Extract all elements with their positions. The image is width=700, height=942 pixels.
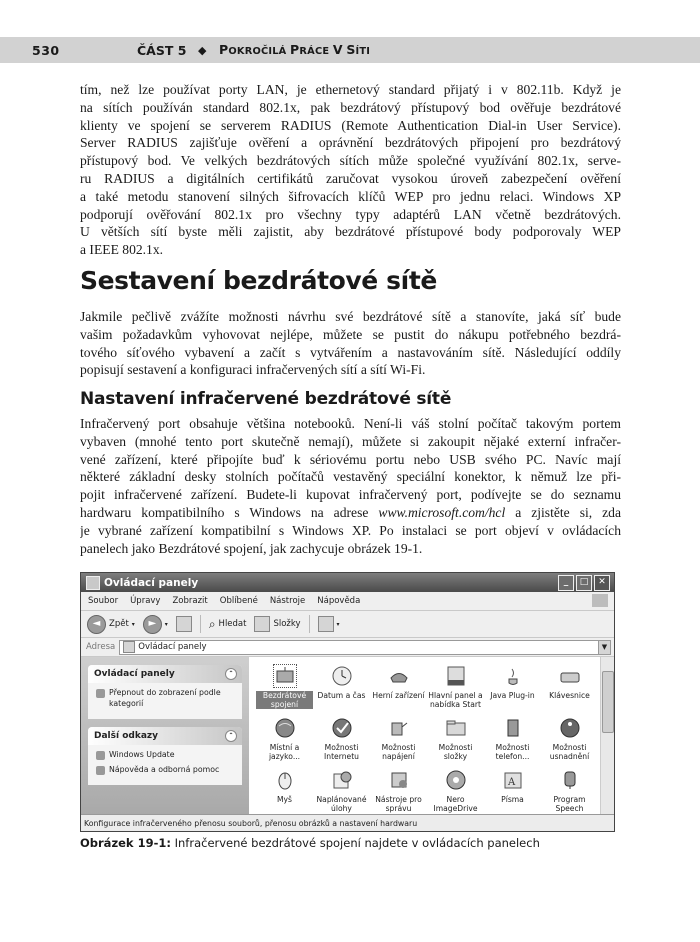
status-text: Konfigurace infračerveného přenosu souborů, přenosu obrázků a nastavení hardwaru: [84, 818, 418, 828]
text-line: a také metodu stanovení silných šifrovacích klíčů WEP pro jednu relaci. Windows XP: [80, 188, 621, 204]
other-links-panel: [88, 727, 242, 785]
part-label: ČÁST 5: [137, 42, 187, 58]
windows-flag-icon: [592, 594, 608, 607]
globe-icon: [274, 717, 296, 739]
switch-view-link[interactable]: [96, 688, 236, 709]
task-pane: [81, 657, 249, 814]
minimize-button[interactable]: _: [558, 575, 574, 591]
paragraph-1: [80, 81, 621, 259]
control-panel-item[interactable]: [484, 714, 541, 766]
toolbar-separator: [309, 615, 310, 633]
item-label: Bezdrátové spojení: [256, 691, 313, 709]
item-label: Java Plug-in: [490, 691, 535, 700]
menu-nastroje[interactable]: Nástroje: [269, 596, 306, 606]
control-panel-item[interactable]: [484, 766, 541, 818]
power-icon: [388, 717, 410, 739]
hcl-link[interactable]: www.microsoft.com/hcl: [378, 504, 506, 520]
menu-upravy[interactable]: Úpravy: [130, 596, 161, 606]
panel-header[interactable]: [88, 665, 242, 683]
address-bar: [81, 638, 614, 657]
item-label: Hlavní panel a nabídka Start: [428, 691, 483, 709]
text-line: je vybrané zařízení kompatibilní s Windows XP. Po instalaci se port objeví v ovládacích: [80, 522, 621, 538]
text-line: podporují ověřování 802.1x pro všechny typy adaptérů LAN včetně bezdrátových.: [80, 206, 621, 222]
text-line: vašim požadavkům vyhovovat nejlépe, můžete se pustit do nákupu potřebného bezdrá-: [80, 326, 621, 342]
control-panel-item[interactable]: [313, 714, 370, 766]
help-link[interactable]: [96, 765, 236, 776]
subsection-title: Nastavení infračervené bezdrátové sítě: [80, 389, 452, 409]
search-button[interactable]: [209, 617, 247, 632]
section-title: Sestavení bezdrátové sítě: [80, 266, 437, 295]
keyboard-icon: [559, 665, 581, 687]
address-label: Adresa: [86, 642, 116, 652]
control-panel-small-icon: [123, 641, 135, 653]
control-panel-item[interactable]: [370, 714, 427, 766]
item-label: Klávesnice: [549, 691, 590, 700]
speech-icon: [559, 769, 581, 791]
item-label: Nástroje pro správu: [375, 795, 422, 813]
item-label: Možnosti telefon...: [495, 743, 530, 761]
control-panel-item[interactable]: [256, 662, 313, 714]
icon-view: [249, 657, 614, 814]
control-panel-items: [249, 657, 614, 818]
forward-button[interactable]: ► ▾: [143, 615, 168, 634]
text-line: ru RADIUS a digitálních certifikátů zaručovat vysokou úroveň zabezpečení ověření: [80, 170, 621, 186]
menu-soubor[interactable]: Soubor: [88, 596, 119, 606]
scrollbar-thumb[interactable]: [602, 671, 614, 733]
fonts-icon: [502, 769, 524, 791]
gamepad-icon: [388, 665, 410, 687]
caption-label: Obrázek 19-1:: [80, 836, 171, 850]
item-label: Možnosti složky: [438, 743, 473, 761]
text-line: na sítích používán standard 802.1x, pak bezdrátový přístupový bod ověřuje bezdrátové: [80, 99, 621, 115]
paragraph-2: [80, 308, 621, 379]
search-label: Hledat: [218, 619, 247, 629]
paragraph-3: [80, 415, 621, 557]
collapse-icon[interactable]: ⌃: [225, 730, 237, 742]
chevron-down-icon[interactable]: ▼: [598, 641, 610, 654]
mouse-icon: [274, 769, 296, 791]
views-icon: [318, 616, 334, 632]
chapter-title-text: POKROČILÁ PRÁCE V SÍTI: [219, 42, 371, 57]
text-line: klienty ve spojení se serverem RADIUS (Remote Authentication Dial-in User Service).: [80, 117, 621, 133]
window-titlebar: [81, 573, 614, 592]
item-label: Program Speech: [553, 795, 586, 813]
panel-title: Ovládací panely: [94, 669, 175, 679]
close-button[interactable]: ✕: [594, 575, 610, 591]
item-label: Možnosti usnadnění: [549, 743, 590, 761]
text-line: tím, než lze používat porty LAN, je ethernetový standard přijatý i v 802.11b. Když je: [80, 82, 621, 97]
running-header: [0, 37, 700, 63]
text-line: pojit infračervené zařízení. Budete-li kupovat infračervený port, podívejte se do seznamu: [80, 487, 621, 503]
menu-zobrazit[interactable]: Zobrazit: [172, 596, 208, 606]
control-panel-item[interactable]: [427, 662, 484, 714]
forward-arrow-icon: ►: [143, 615, 162, 634]
up-button[interactable]: [176, 616, 192, 632]
control-panel-item[interactable]: [427, 766, 484, 818]
control-panel-item[interactable]: [427, 714, 484, 766]
text-line: vené zařízení, které připojíte buď k sériovému portu nebo USB svého PC. Navíc mají: [80, 451, 621, 467]
folders-label: Složky: [273, 619, 301, 629]
control-panel-item[interactable]: [313, 766, 370, 818]
menu-napoveda[interactable]: Nápověda: [317, 596, 361, 606]
java-icon: [502, 665, 524, 687]
taskbar-icon: [445, 665, 467, 687]
panel-header[interactable]: [88, 727, 242, 745]
item-label: Možnosti napájení: [381, 743, 416, 761]
caption-text: Infračervené bezdrátové spojení najdete v ovládacích panelech: [170, 836, 540, 850]
search-icon: ⌕: [208, 616, 216, 631]
vertical-scrollbar[interactable]: [600, 657, 614, 814]
chapter-title: [219, 42, 389, 58]
text-line: přístupový bod. Ve velkých bezdrátových sítích může společné využívání 802.1x, serve-: [80, 153, 621, 169]
text-line: některé základní desky stolních počítačů vestavěný speciální konektor, k němuž lze při-: [80, 469, 621, 485]
text-line: Server RADIUS zajišťuje ověření a oprávnění bezdrátových připojení pro bezdrátový: [80, 135, 621, 151]
menu-bar: [81, 592, 614, 611]
item-label: Myš: [276, 795, 292, 804]
switch-view-label: Přepnout do zobrazení podle kategorií: [109, 688, 221, 708]
accessibility-icon: [559, 717, 581, 739]
link-label: Nápověda a odborná pomoc: [109, 764, 220, 774]
text-segment: hardwaru kompatibilního s Windows na adrese: [80, 504, 369, 520]
control-panel-item[interactable]: [256, 714, 313, 766]
control-panel-panel: [88, 665, 242, 719]
toolbar: [81, 611, 614, 638]
text-line: tového síťového vybavení a začít s vytvářením a nastavováním sítě. Následující oddíly: [80, 344, 621, 360]
folders-button[interactable]: [254, 616, 300, 632]
back-label: Zpět: [109, 619, 129, 629]
globe-icon: [96, 751, 105, 760]
views-button[interactable]: ▾: [318, 616, 340, 632]
help-icon: [96, 766, 105, 775]
back-button[interactable]: ◄ Zpět ▾: [87, 615, 135, 634]
scheduled-tasks-icon: [331, 769, 353, 791]
menu-oblibene[interactable]: Oblíbené: [219, 596, 258, 606]
text-line: panelech jako Bezdrátové spojení, jak zachycuje obrázek 19-1.: [80, 540, 423, 556]
clock-icon: [331, 665, 353, 687]
diamond-icon: ◆: [198, 43, 207, 57]
control-panel-item[interactable]: [484, 662, 541, 714]
item-label: Datum a čas: [317, 691, 366, 700]
text-line: U větších sítí byste měli zajistit, aby bezdrátové přístupové body podporovaly WEP: [80, 224, 621, 240]
internet-options-icon: [331, 717, 353, 739]
admin-tools-icon: [388, 769, 410, 791]
item-label: Možnosti Internetu: [324, 743, 359, 761]
control-panel-item[interactable]: [541, 766, 598, 818]
item-label: Místní a jazyko...: [268, 743, 301, 761]
address-value: Ovládací panely: [138, 642, 207, 652]
control-panel-icon: [86, 576, 100, 590]
text-line: vybaven (mnohé tento port skutečně nemají), můžete si zakoupit nějaké externí infračer-: [80, 433, 621, 449]
link-label: Windows Update: [109, 750, 175, 759]
control-panel-item[interactable]: [541, 714, 598, 766]
window-body: [81, 657, 614, 814]
item-label: Herní zařízení: [372, 691, 425, 700]
collapse-icon[interactable]: ⌃: [225, 668, 237, 680]
svg-text:A: A: [507, 777, 515, 788]
control-panel-item[interactable]: [370, 662, 427, 714]
control-panel-item[interactable]: [256, 766, 313, 818]
text-line: Infračervený port obsahuje většina notebooků. Není-li váš stolní počítač takovým portem: [80, 416, 621, 431]
wireless-icon: [274, 665, 296, 687]
window-title: Ovládací panely: [104, 576, 199, 589]
address-input[interactable]: [119, 640, 611, 655]
folder-options-icon: [445, 717, 467, 739]
back-arrow-icon: ◄: [87, 615, 106, 634]
item-label: Nero ImageDrive: [433, 795, 478, 813]
text-line-with-url: [80, 504, 621, 522]
windows-update-link[interactable]: [96, 750, 236, 761]
phone-icon: [502, 717, 524, 739]
panel-title: Další odkazy: [94, 731, 158, 741]
text-line: Jakmile pečlivě zvážíte možnosti návrhu své bezdrátové sítě a stanovíte, jaká síť bude: [80, 309, 621, 324]
toolbar-separator: [200, 615, 201, 633]
folders-icon: [254, 616, 270, 632]
nero-icon: [445, 769, 467, 791]
figure-caption: [80, 836, 540, 850]
control-panel-item[interactable]: [541, 662, 598, 714]
control-panel-item[interactable]: [370, 766, 427, 818]
control-panel-screenshot: [80, 572, 615, 832]
folder-up-icon: [176, 616, 192, 632]
switch-view-icon: [96, 689, 105, 698]
page-number: 530: [32, 42, 60, 58]
text-segment: a zjistěte si, zda: [505, 504, 621, 520]
text-line: popisují sestavení a konfiguraci infračervených sítí a sítí Wi-Fi.: [80, 362, 426, 378]
text-line: a IEEE 802.1x.: [80, 242, 164, 258]
item-label: Naplánované úlohy: [316, 795, 367, 813]
maximize-button[interactable]: □: [576, 575, 592, 591]
control-panel-item[interactable]: [313, 662, 370, 714]
item-label: Písma: [501, 795, 524, 804]
